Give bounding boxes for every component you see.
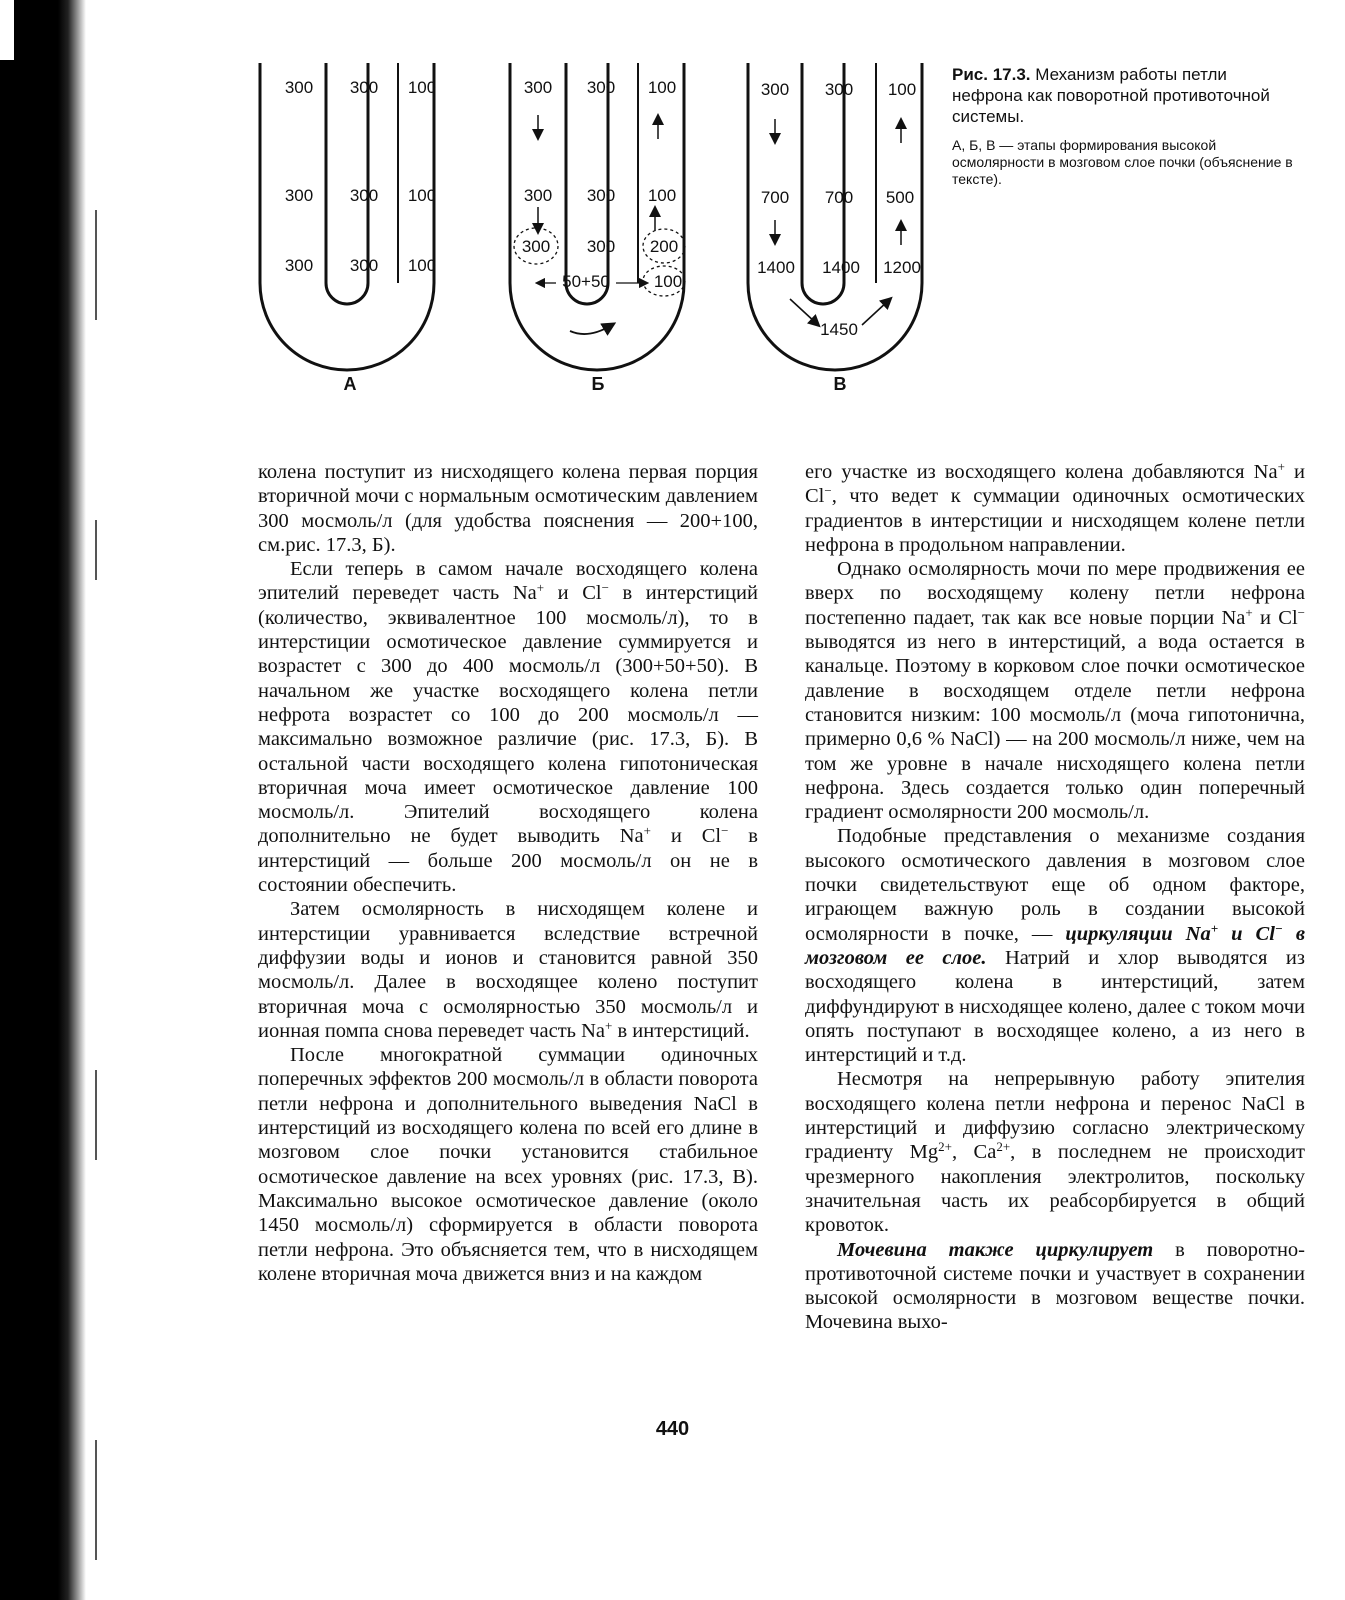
a-bot-1: 300 (284, 256, 314, 275)
scan-mark (95, 1070, 97, 1160)
paragraph: Мочевина также циркулирует в поворотно-противоточной системе почки и участвует в сохранении высокой осмолярности в мозговом веществе почки. Мочевина выхо- (805, 1238, 1305, 1334)
emphasis: Мочевина также циркулирует (837, 1238, 1154, 1261)
c-bot-1: 1400 (757, 258, 795, 277)
paragraph: Затем осмолярность в нисходящем колене и интерстиции уравнивается вследствие встречной диффузии воды и ионов и становится равной 350 мосмоль/л. Далее в восходящее колено поступит вторичная моча с осмолярностью 350 мосмоль/л и ионная помпа снова переведет часть Na+ в интерстиций. (258, 898, 758, 1042)
a-mid-1: 300 (284, 186, 314, 205)
c-top-2: 300 (824, 80, 854, 99)
c-top-3: 100 (887, 80, 917, 99)
caption-label: Рис. 17.3. (952, 65, 1031, 84)
a-top-2: 300 (349, 78, 379, 97)
figure-17-3 (250, 55, 950, 415)
paragraph: После многократной суммации одиночных поперечных эффектов 200 мосмоль/л в области поворота петли нефрона и дополнительного выведения NaCl в интерстиций из восходящего колена по всей его длине в мозговом слое почки установится стабильное осмотическое давление на всех уровнях (рис. 17.3, В). Максимально высокое осмотическое давление (около 1450 мосмоль/л) сформируется в области поворота петли нефрона. Это объясняется тем, что в нисходящем колене вторичная моча движется вниз и на каждом (258, 1044, 758, 1285)
b-mid-2: 300 (586, 186, 616, 205)
caption-subtext: А, Б, В — этапы формирования высокой осмолярности в мозговом слое почки (объяснение в тексте). (952, 137, 1293, 187)
paragraph: колена поступит из нисходящего колена первая порция вторичной мочи с нормальным осмотическим давлением 300 мосмоль/л (для удобства пояснения — 200+100, см.рис. 17.3, Б). (258, 461, 758, 556)
c-extra-1: 1450 (820, 320, 858, 339)
emphasis: циркуляции Na+ и Cl− в мозговом ее слое. (805, 920, 1305, 969)
c-top-1: 300 (760, 80, 790, 99)
scan-mark (95, 1440, 97, 1560)
panel-b (510, 63, 685, 394)
paragraph: его участке из восходящего колена добавляются Na+ и Cl−, что ведет к суммации одиночных осмотических градиентов в интерстиции и нисходящем колене петли нефрона в продольном направлении. (805, 459, 1305, 556)
caption-title-text: Механизм работы петли нефрона как поворотной противоточной системы. (952, 65, 1270, 126)
b-extra-2: 100 (653, 272, 683, 291)
a-bot-2: 300 (349, 256, 379, 275)
b-top-3: 100 (647, 78, 677, 97)
caption-title (952, 64, 1297, 127)
panel-a (260, 63, 436, 394)
panel-label-b: Б (591, 374, 605, 394)
book-spine-shadow (0, 0, 86, 1600)
paragraph: Подобные представления о механизме создания высокого осмотического давления в мозговом слое почки свидетельствуют еще об одном факторе, играющем важную роль в создании высокой осмолярности в почке, — циркуляции Na+ и Cl− в мозговом ее слое. Натрий и хлор выводятся из восходящего колена в интерстиций, затем диффундируют в нисходящее колено, далее с током мочи опять поступают в восходящее колено, а из него в интерстиций и т.д. (805, 825, 1306, 1067)
panel-c (748, 63, 922, 394)
scan-mark (95, 210, 97, 320)
b-top-2: 300 (586, 78, 616, 97)
text-column-left (258, 460, 758, 1286)
paragraph: Если теперь в самом начале восходящего колена эпителий переведет часть Na+ и Cl− в интерстиций (количество, эквивалентное 100 мосмоль/л), то в интерстиции осмотическое давление суммируется и возрастет с 300 до 400 мосмоль/л (300+50+50). В начальном же участке восходящего колена петли нефрота возрастет со 100 до 200 мосмоль/л — максимально возможное различие (рис. 17.3, Б). В остальной части восходящего колена гипотоническая вторичная моча имеет осмотическое давление 100 мосмоль/л. Эпителий восходящего колена дополнительно не будет выводить Na+ и Cl− в интерстиций — больше 200 мосмоль/л он не в состоянии обеспечить. (258, 558, 758, 897)
c-mid-1: 700 (760, 188, 790, 207)
b-top-1: 300 (523, 78, 553, 97)
b-mid-3: 100 (647, 186, 677, 205)
paragraph: Несмотря на непрерывную работу эпителия восходящего колена петли нефрона и перенос NaCl в интерстиций и диффузию согласно электрическому градиенту $Mg^{2+}$, $Ca^{2+}$, в последнем не происходит чрезмерного накопления электролитов, поскольку значительная часть их реабсорбируется в общий кровоток. (805, 1068, 1305, 1237)
spine-corner (0, 0, 14, 60)
c-mid-2: 700 (824, 188, 854, 207)
paragraph: Однако осмолярность мочи по мере продвижения ее вверх по восходящему колену петли нефрона постепенно падает, так как все новые порции Na+ и Cl− выводятся из него в интерстиций, а вода остается в канальце. Поэтому в корковом слое почки осмотическое давление в восходящем отделе петли нефрона становится низким: 100 мосмоль/л (моча гипотонична, примерно 0,6 % NaCl) — на 200 мосмоль/л ниже, чем на том же уровне в начале нисходящего колена петли нефрона. Здесь создается только один поперечный градиент осмолярности 200 мосмоль/л. (805, 558, 1305, 824)
a-bot-3: 100 (407, 256, 437, 275)
loop-diagram (250, 55, 950, 415)
c-mid-3: 500 (885, 188, 915, 207)
c-bot-2: 1400 (822, 258, 860, 277)
arrow-diag-up (862, 301, 888, 325)
b-extra-1: 50+50 (562, 272, 610, 291)
c-bot-3: 1200 (883, 258, 921, 277)
b-bot-1: 300 (521, 237, 551, 256)
b-mid-1: 300 (523, 186, 553, 205)
a-top-3: 100 (407, 78, 437, 97)
text-column-right (805, 460, 1305, 1335)
a-top-1: 300 (284, 78, 314, 97)
page-number: 440 (655, 1418, 690, 1440)
a-mid-2: 300 (349, 186, 379, 205)
panel-label-a: А (343, 374, 357, 394)
figure-caption (952, 64, 1297, 188)
panel-label-c: В (833, 374, 847, 394)
a-mid-3: 100 (407, 186, 437, 205)
b-bot-2: 300 (586, 237, 616, 256)
b-bot-3: 200 (649, 237, 679, 256)
scan-mark (95, 520, 97, 580)
flow-arrow (570, 326, 610, 334)
